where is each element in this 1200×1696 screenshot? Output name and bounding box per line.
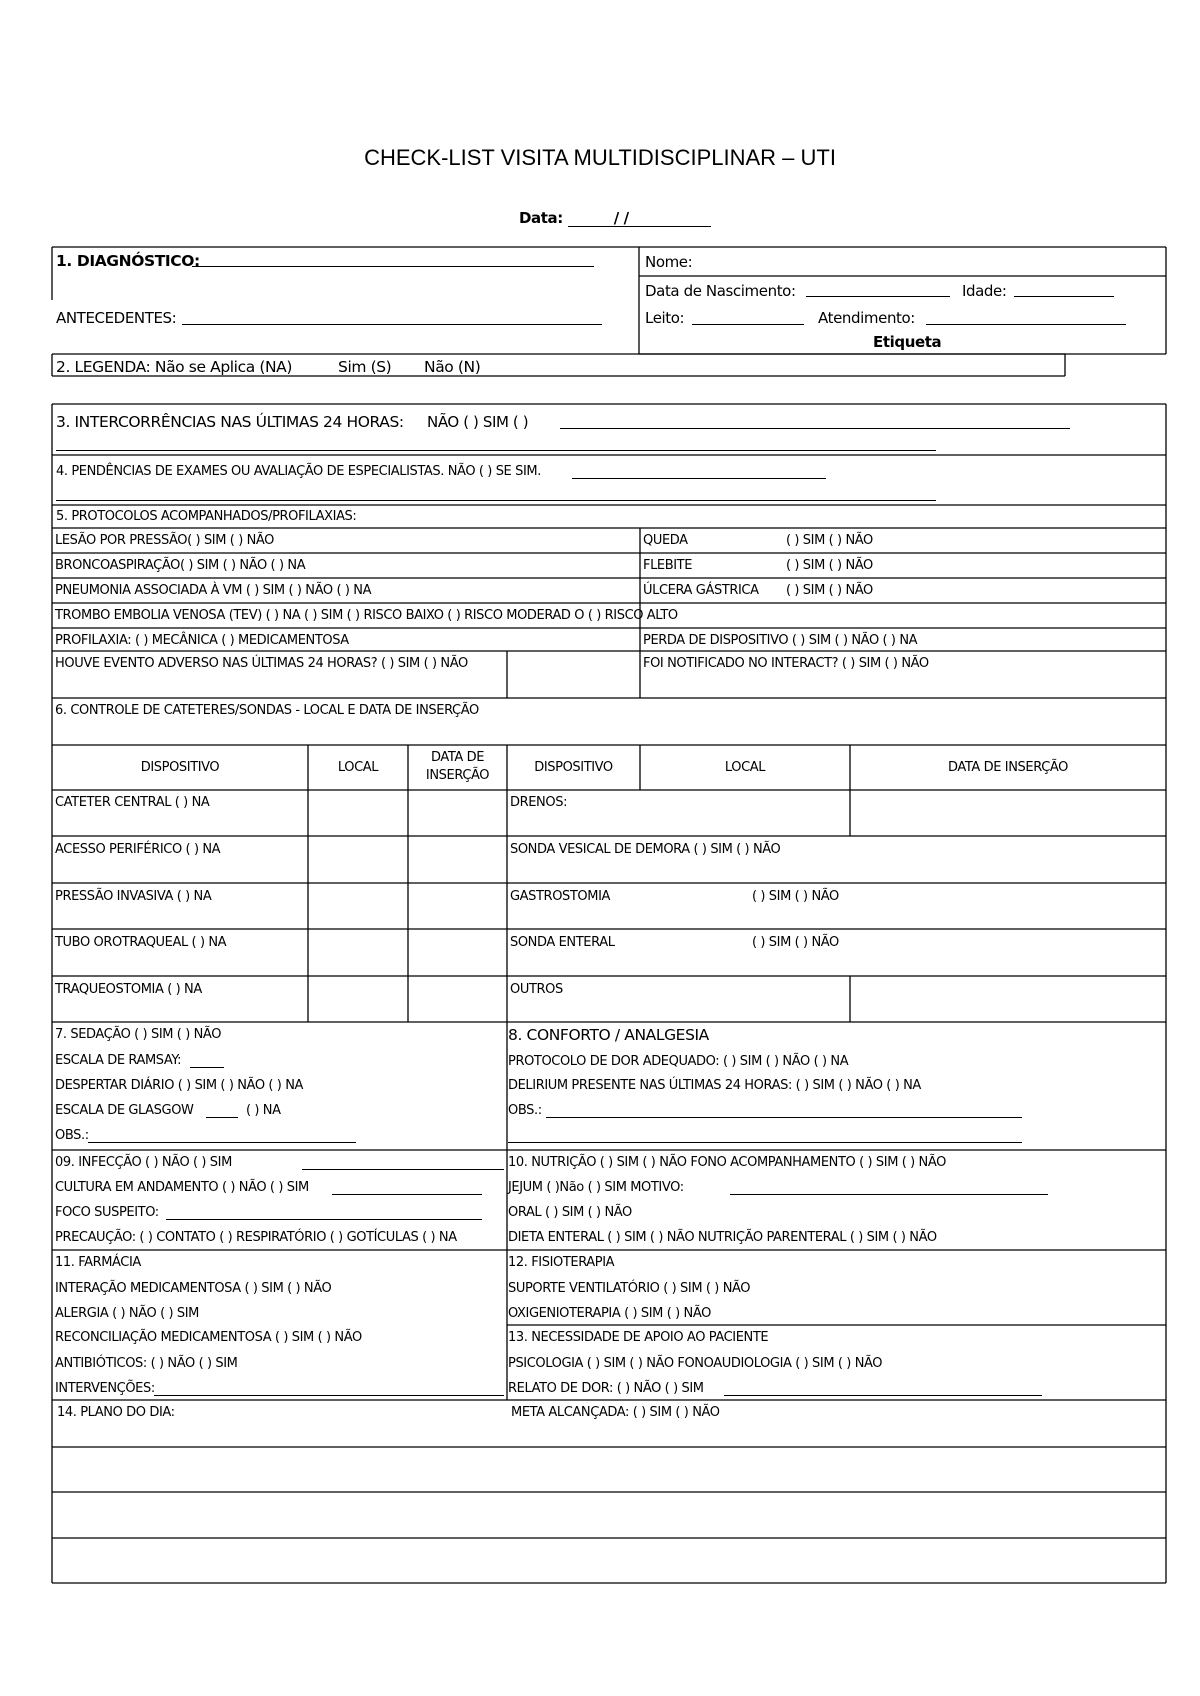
protocolos-header: 5. PROTOCOLOS ACOMPANHADOS/PROFILAXIAS: bbox=[56, 509, 357, 524]
date-label: Data: bbox=[519, 209, 563, 227]
col-local-right: LOCAL bbox=[724, 760, 766, 775]
despertar-row[interactable]: DESPERTAR DIÁRIO ( ) SIM ( ) NÃO ( ) NA bbox=[55, 1078, 304, 1093]
etiqueta-label: Etiqueta bbox=[873, 333, 942, 351]
pendencias-input-2[interactable] bbox=[56, 500, 936, 501]
conforto-obs-label: OBS.: bbox=[508, 1103, 542, 1118]
intervencoes-label: INTERVENÇÕES: bbox=[55, 1381, 155, 1396]
data-nascimento-input[interactable] bbox=[806, 296, 950, 297]
device-row-right[interactable]: OUTROS bbox=[510, 982, 563, 997]
notificado-row[interactable]: FOI NOTIFICADO NO INTERACT? ( ) SIM ( ) NÃO bbox=[643, 656, 929, 671]
oral-row[interactable]: ORAL ( ) SIM ( ) NÃO bbox=[508, 1205, 632, 1220]
gastrostomia-options[interactable]: ( ) SIM ( ) NÃO bbox=[752, 889, 839, 904]
fisioterapia-header: 12. FISIOTERAPIA bbox=[508, 1255, 615, 1270]
cateteres-header: 6. CONTROLE DE CATETERES/SONDAS - LOCAL E DATA DE INSERÇÃO bbox=[55, 703, 479, 718]
jejum-motivo-input[interactable] bbox=[730, 1194, 1048, 1195]
data-nascimento-label: Data de Nascimento: bbox=[645, 282, 796, 300]
legenda-sim: Sim (S) bbox=[338, 358, 392, 376]
sonda-enteral-options[interactable]: ( ) SIM ( ) NÃO bbox=[752, 935, 839, 950]
col-local-left: LOCAL bbox=[337, 760, 379, 775]
interacao-row[interactable]: INTERAÇÃO MEDICAMENTOSA ( ) SIM ( ) NÃO bbox=[55, 1281, 332, 1296]
protocolo-dor-row[interactable]: PROTOCOLO DE DOR ADEQUADO: ( ) SIM ( ) NÃO ( ) NA bbox=[508, 1054, 849, 1069]
conforto-header: 8. CONFORTO / ANALGESIA bbox=[508, 1026, 709, 1044]
precaucao-row[interactable]: PRECAUÇÃO: ( ) CONTATO ( ) RESPIRATÓRIO ( ) GOTÍCULAS ( ) NA bbox=[55, 1230, 457, 1245]
device-row-right[interactable]: SONDA VESICAL DE DEMORA ( ) SIM ( ) NÃO bbox=[510, 842, 781, 857]
reconciliacao-row[interactable]: RECONCILIAÇÃO MEDICAMENTOSA ( ) SIM ( ) NÃO bbox=[55, 1330, 362, 1345]
device-row-right: SONDA ENTERAL bbox=[510, 935, 615, 950]
apoio-header: 13. NECESSIDADE DE APOIO AO PACIENTE bbox=[508, 1330, 769, 1345]
relato-dor-input[interactable] bbox=[724, 1395, 1042, 1396]
intervencoes-input[interactable] bbox=[154, 1395, 504, 1396]
queda-options[interactable]: ( ) SIM ( ) NÃO bbox=[786, 533, 873, 548]
infeccao-header[interactable]: 09. INFECÇÃO ( ) NÃO ( ) SIM bbox=[55, 1155, 232, 1170]
flebite-options[interactable]: ( ) SIM ( ) NÃO bbox=[786, 558, 873, 573]
profilaxia-row[interactable]: PROFILAXIA: ( ) MECÂNICA ( ) MEDICAMENTOSA bbox=[55, 633, 349, 648]
pneumonia-row[interactable]: PNEUMONIA ASSOCIADA À VM ( ) SIM ( ) NÃO ( ) NA bbox=[55, 583, 372, 598]
leito-input[interactable] bbox=[692, 324, 804, 325]
lesao-pressao-row[interactable]: LESÃO POR PRESSÃO( ) SIM ( ) NÃO bbox=[55, 533, 275, 548]
col-dispositivo-right: DISPOSITIVO bbox=[534, 760, 613, 775]
col-data-right: DATA DE INSERÇÃO bbox=[948, 760, 1068, 775]
pendencias-label: 4. PENDÊNCIAS DE EXAMES OU AVALIAÇÃO DE ESPECIALISTAS. NÃO ( ) SE SIM. bbox=[56, 464, 541, 479]
date-field bbox=[519, 209, 711, 227]
conforto-obs-input-2[interactable] bbox=[508, 1142, 1022, 1143]
foco-input[interactable] bbox=[166, 1219, 482, 1220]
sedacao-obs-label: OBS.: bbox=[55, 1128, 89, 1143]
date-slashes: / / bbox=[613, 209, 629, 227]
ulcera-options[interactable]: ( ) SIM ( ) NÃO bbox=[786, 583, 873, 598]
antibioticos-row[interactable]: ANTIBIÓTICOS: ( ) NÃO ( ) SIM bbox=[55, 1356, 238, 1371]
jejum-row[interactable]: JEJUM ( )Não ( ) SIM MOTIVO: bbox=[508, 1180, 684, 1195]
device-row-right[interactable]: DRENOS: bbox=[510, 795, 568, 810]
intercorrencias-input-1[interactable] bbox=[560, 428, 1070, 429]
cultura-row[interactable]: CULTURA EM ANDAMENTO ( ) NÃO ( ) SIM bbox=[55, 1180, 309, 1195]
sedacao-obs-input[interactable] bbox=[88, 1142, 356, 1143]
ramsay-label: ESCALA DE RAMSAY: bbox=[55, 1053, 182, 1068]
delirium-row[interactable]: DELIRIUM PRESENTE NAS ÚLTIMAS 24 HORAS: ( ) SIM ( ) NÃO ( ) NA bbox=[508, 1078, 921, 1093]
plano-line[interactable] bbox=[53, 1493, 1165, 1537]
relato-dor-row[interactable]: RELATO DE DOR: ( ) NÃO ( ) SIM bbox=[508, 1381, 704, 1396]
dieta-row[interactable]: DIETA ENTERAL ( ) SIM ( ) NÃO NUTRIÇÃO PARENTERAL ( ) SIM ( ) NÃO bbox=[508, 1230, 937, 1245]
device-row-left[interactable]: CATETER CENTRAL ( ) NA bbox=[55, 795, 210, 810]
plano-line[interactable] bbox=[53, 1448, 1165, 1491]
device-row-right: GASTROSTOMIA bbox=[510, 889, 610, 904]
diagnostico-label: 1. DIAGNÓSTICO: bbox=[56, 252, 200, 270]
pendencias-input-1[interactable] bbox=[572, 478, 826, 479]
queda-label: QUEDA bbox=[643, 533, 688, 548]
plano-line[interactable] bbox=[53, 1539, 1165, 1582]
device-row-left[interactable]: TRAQUEOSTOMIA ( ) NA bbox=[55, 982, 202, 997]
page-title: CHECK-LIST VISITA MULTIDISCIPLINAR – UTI bbox=[364, 145, 836, 170]
glasgow-input[interactable] bbox=[206, 1117, 238, 1118]
device-row-left[interactable]: ACESSO PERIFÉRICO ( ) NA bbox=[55, 842, 221, 857]
intercorrencias-label: 3. INTERCORRÊNCIAS NAS ÚLTIMAS 24 HORAS: bbox=[56, 413, 404, 431]
suporte-row[interactable]: SUPORTE VENTILATÓRIO ( ) SIM ( ) NÃO bbox=[508, 1281, 751, 1296]
nome-label: Nome: bbox=[645, 253, 693, 271]
atendimento-input[interactable] bbox=[926, 324, 1126, 325]
oxigenio-row[interactable]: OXIGENIOTERAPIA ( ) SIM ( ) NÃO bbox=[508, 1306, 711, 1321]
foco-label: FOCO SUSPEITO: bbox=[55, 1205, 159, 1220]
tev-row[interactable]: TROMBO EMBOLIA VENOSA (TEV) ( ) NA ( ) SIM ( ) RISCO BAIXO ( ) RISCO MODERAD O ( ) RISCO ALTO bbox=[55, 608, 678, 623]
sedacao-header[interactable]: 7. SEDAÇÃO ( ) SIM ( ) NÃO bbox=[55, 1027, 222, 1042]
idade-input[interactable] bbox=[1014, 296, 1114, 297]
device-row-left[interactable]: TUBO OROTRAQUEAL ( ) NA bbox=[55, 935, 227, 950]
antecedentes-label: ANTECEDENTES: bbox=[56, 309, 177, 327]
legenda-label: 2. LEGENDA: Não se Aplica (NA) bbox=[56, 358, 293, 376]
antecedentes-input[interactable] bbox=[182, 324, 602, 325]
device-row-left[interactable]: PRESSÃO INVASIVA ( ) NA bbox=[55, 889, 212, 904]
intercorrencias-input-2[interactable] bbox=[56, 450, 936, 451]
leito-label: Leito: bbox=[645, 309, 685, 327]
col-data-left-a: DATA DE bbox=[430, 750, 485, 765]
intercorrencias-options[interactable]: NÃO ( ) SIM ( ) bbox=[427, 413, 529, 431]
farmacia-header: 11. FARMÁCIA bbox=[55, 1255, 141, 1270]
evento-adverso-row[interactable]: HOUVE EVENTO ADVERSO NAS ÚLTIMAS 24 HORAS? ( ) SIM ( ) NÃO bbox=[55, 656, 468, 671]
glasgow-label: ESCALA DE GLASGOW bbox=[55, 1103, 194, 1118]
diagnostico-input[interactable] bbox=[192, 266, 594, 267]
ramsay-input[interactable] bbox=[190, 1067, 224, 1068]
col-dispositivo-left: DISPOSITIVO bbox=[140, 760, 220, 775]
plano-header: 14. PLANO DO DIA: bbox=[57, 1405, 175, 1420]
meta-row[interactable]: META ALCANÇADA: ( ) SIM ( ) NÃO bbox=[511, 1405, 720, 1420]
conforto-obs-input-1[interactable] bbox=[546, 1117, 1022, 1118]
psicologia-row[interactable]: PSICOLOGIA ( ) SIM ( ) NÃO FONOAUDIOLOGIA ( ) SIM ( ) NÃO bbox=[508, 1356, 883, 1371]
legenda-nao: Não (N) bbox=[424, 358, 481, 376]
alergia-row[interactable]: ALERGIA ( ) NÃO ( ) SIM bbox=[55, 1306, 199, 1321]
idade-label: Idade: bbox=[962, 282, 1007, 300]
infeccao-input[interactable] bbox=[302, 1169, 504, 1170]
date-input[interactable] bbox=[568, 209, 711, 227]
broncoaspiracao-row[interactable]: BRONCOASPIRAÇÃO( ) SIM ( ) NÃO ( ) NA bbox=[55, 558, 306, 573]
cultura-input[interactable] bbox=[332, 1194, 482, 1195]
glasgow-na[interactable]: ( ) NA bbox=[246, 1103, 281, 1118]
perda-dispositivo-row[interactable]: PERDA DE DISPOSITIVO ( ) SIM ( ) NÃO ( ) NA bbox=[643, 633, 918, 648]
atendimento-label: Atendimento: bbox=[818, 309, 915, 327]
flebite-label: FLEBITE bbox=[643, 558, 693, 573]
ulcera-label: ÚLCERA GÁSTRICA bbox=[643, 583, 759, 598]
nutricao-header[interactable]: 10. NUTRIÇÃO ( ) SIM ( ) NÃO FONO ACOMPANHAMENTO ( ) SIM ( ) NÃO bbox=[508, 1155, 946, 1170]
col-data-left-b: INSERÇÃO bbox=[425, 768, 490, 783]
